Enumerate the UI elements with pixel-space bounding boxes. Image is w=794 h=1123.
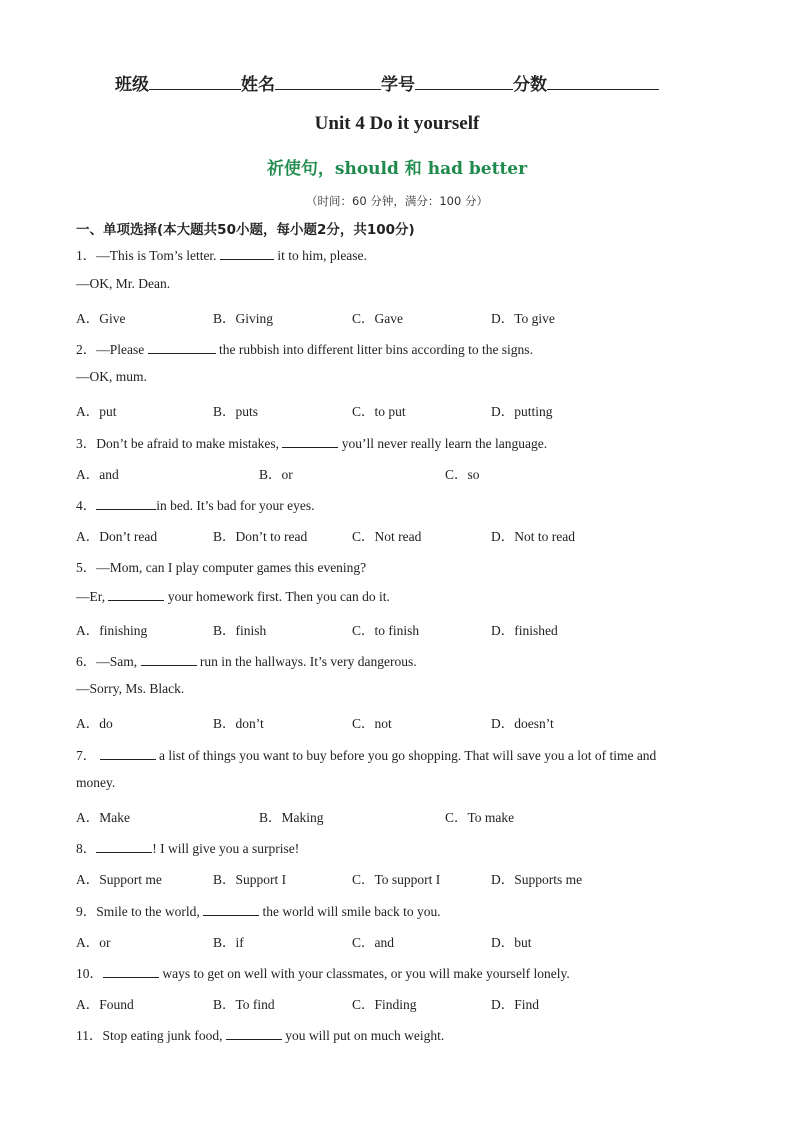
question-number: 5． — [76, 560, 97, 575]
question-4 — [76, 494, 314, 514]
option-a[interactable]: A．put — [76, 404, 117, 419]
option-b[interactable]: B．if — [213, 935, 244, 950]
option-b[interactable]: B．Giving — [213, 311, 274, 326]
question-text: in bed. It’s bad for your eyes. — [156, 498, 315, 513]
question-11 — [76, 1024, 444, 1044]
answer-blank[interactable] — [96, 497, 156, 510]
question-9 — [76, 900, 441, 920]
question-text: you’ll never really learn the language. — [338, 436, 548, 451]
question-number: 8． — [76, 841, 97, 856]
option-d[interactable]: D．finished — [491, 623, 558, 638]
class-label: 班级 — [115, 75, 149, 95]
question-3 — [76, 432, 547, 452]
option-c[interactable]: C．to finish — [352, 623, 420, 638]
question-text: it to him, please. — [273, 248, 367, 263]
option-d[interactable]: D．but — [491, 935, 532, 950]
question-5-reply — [76, 588, 390, 605]
answer-blank[interactable] — [282, 435, 338, 448]
option-d[interactable]: D．Not to read — [491, 529, 575, 544]
option-a[interactable]: A．finishing — [76, 623, 148, 638]
question-6-reply: —Sorry, Ms. Black. — [76, 681, 185, 696]
option-b[interactable]: B．Support I — [213, 872, 287, 887]
question-number: 9． — [76, 904, 97, 919]
question-7-continued: money. — [76, 775, 116, 790]
question-2 — [76, 338, 533, 358]
option-a[interactable]: A．Support me — [76, 872, 162, 887]
option-c[interactable]: C．To support I — [352, 872, 441, 887]
answer-blank[interactable] — [103, 965, 159, 978]
option-a[interactable]: A．Don’t read — [76, 529, 158, 544]
answer-blank[interactable] — [226, 1027, 282, 1040]
question-text: the rubbish into different litter bins according to the signs. — [215, 342, 533, 357]
option-a[interactable]: A．and — [76, 467, 119, 482]
answer-blank[interactable] — [96, 840, 152, 853]
option-b[interactable]: B．Making — [259, 810, 324, 825]
name-label: 姓名 — [241, 75, 275, 95]
question-text: you will put on much weight. — [281, 1028, 445, 1043]
option-d[interactable]: D．To give — [491, 311, 555, 326]
option-d[interactable]: D．Supports me — [491, 872, 583, 887]
option-a[interactable]: A．Make — [76, 810, 130, 825]
question-number: 1． — [76, 248, 97, 263]
option-d[interactable]: D．putting — [491, 404, 553, 419]
unit-title: Unit 4 Do it yourself — [314, 113, 480, 134]
id-label: 学号 — [381, 75, 415, 95]
score-label: 分数 — [513, 75, 547, 95]
question-text: your homework first. Then you can do it. — [164, 589, 390, 604]
question-number: 11． — [76, 1028, 103, 1043]
question-10 — [76, 962, 570, 982]
question-text: —Please — [96, 342, 148, 357]
class-blank[interactable] — [149, 75, 241, 90]
student-info-row — [115, 70, 675, 96]
answer-blank[interactable] — [203, 903, 259, 916]
option-c[interactable]: C．Finding — [352, 997, 417, 1012]
question-text: a list of things you want to buy before you go shopping. That will save you a lot of time and — [155, 748, 657, 763]
time-info: （时间：60 分钟，满分：100 分） — [306, 194, 488, 208]
question-number: 7． — [76, 748, 97, 763]
question-number: 4． — [76, 498, 97, 513]
answer-blank[interactable] — [100, 747, 156, 760]
question-text: Don’t be afraid to make mistakes, — [96, 436, 283, 451]
option-b[interactable]: B．don’t — [213, 716, 264, 731]
question-6 — [76, 650, 417, 670]
question-text: ! I will give you a surprise! — [152, 841, 300, 856]
option-b[interactable]: B．puts — [213, 404, 259, 419]
option-d[interactable]: D．doesn’t — [491, 716, 554, 731]
option-c[interactable]: C．so — [445, 467, 480, 482]
option-b[interactable]: B．To find — [213, 997, 275, 1012]
option-c[interactable]: C．not — [352, 716, 392, 731]
score-blank[interactable] — [547, 75, 659, 90]
question-text: —This is Tom’s letter. — [96, 248, 220, 263]
answer-blank[interactable] — [108, 588, 164, 601]
question-text: —Er, — [76, 589, 109, 604]
option-b[interactable]: B．or — [259, 467, 293, 482]
option-b[interactable]: B．Don’t to read — [213, 529, 308, 544]
question-number: 3． — [76, 436, 97, 451]
option-a[interactable]: A．Give — [76, 311, 126, 326]
answer-blank[interactable] — [220, 247, 274, 260]
option-c[interactable]: C．To make — [445, 810, 515, 825]
topic-subtitle: 祈使句，should 和 had better — [266, 159, 528, 179]
question-1 — [76, 244, 367, 264]
question-text: Smile to the world, — [96, 904, 204, 919]
answer-blank[interactable] — [148, 341, 216, 354]
option-d[interactable]: D．Find — [491, 997, 540, 1012]
question-number: 10． — [76, 966, 103, 981]
question-5 — [76, 556, 366, 576]
option-a[interactable]: A．or — [76, 935, 111, 950]
question-number: 2． — [76, 342, 97, 357]
id-blank[interactable] — [415, 75, 513, 90]
question-number: 6． — [76, 654, 97, 669]
section-title: 一、单项选择(本大题共50小题，每小题2分，共100分) — [76, 222, 415, 238]
question-text: Stop eating junk food, — [102, 1028, 226, 1043]
question-text: the world will smile back to you. — [259, 904, 441, 919]
question-2-reply: —OK, mum. — [76, 369, 147, 384]
answer-blank[interactable] — [141, 653, 197, 666]
option-c[interactable]: C．to put — [352, 404, 406, 419]
option-c[interactable]: C．and — [352, 935, 394, 950]
option-b[interactable]: B．finish — [213, 623, 267, 638]
question-text: run in the hallways. It’s very dangerous. — [196, 654, 417, 669]
option-a[interactable]: A．do — [76, 716, 113, 731]
name-blank[interactable] — [275, 75, 381, 90]
question-7 — [76, 744, 656, 764]
option-c[interactable]: C．Not read — [352, 529, 422, 544]
option-c[interactable]: C．Gave — [352, 311, 403, 326]
question-text: —Sam, — [96, 654, 141, 669]
option-a[interactable]: A．Found — [76, 997, 134, 1012]
question-8 — [76, 837, 299, 857]
question-text: —Mom, can I play computer games this evening? — [96, 560, 367, 575]
question-1-reply: —OK, Mr. Dean. — [76, 276, 171, 291]
question-text: ways to get on well with your classmates, or you will make yourself lonely. — [159, 966, 570, 981]
